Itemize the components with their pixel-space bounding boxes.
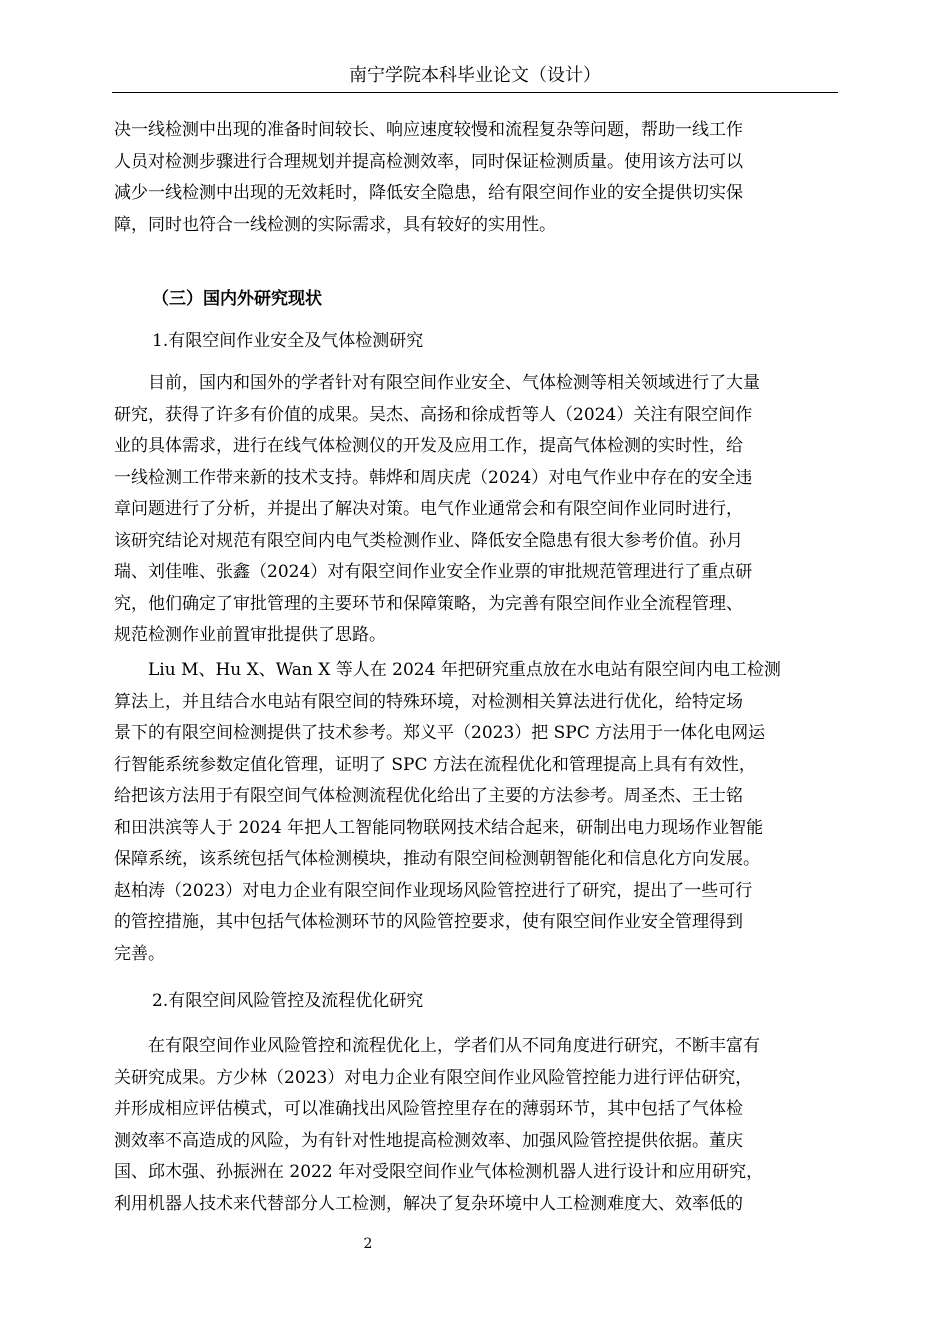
text-line: 给把该方法用于有限空间气体检测流程优化给出了主要的方法参考。周圣杰、王士铭: [114, 786, 743, 806]
text-line: 和田洪滨等人于 2024 年把人工智能同物联网技术结合起来，研制出电力现场作业智能: [114, 817, 764, 838]
text-line: 完善。: [114, 943, 165, 964]
text-line: 国、邱木强、孙振洲在 2022 年对受限空间作业气体检测机器人进行设计和应用研究，: [114, 1162, 764, 1182]
text-line: 赵柏涛（2023）对电力企业有限空间作业现场风险管控进行了研究，提出了一些可行: [114, 880, 753, 901]
text-line: 章问题进行了分析，并提出了解决对策。电气作业通常会和有限空间作业同时进行，: [114, 499, 743, 519]
text-line: 规范检测作业前置审批提供了思路。: [114, 625, 386, 645]
text-line: 算法上，并且结合水电站有限空间的特殊环境，对检测相关算法进行优化，给特定场: [114, 691, 743, 712]
text-line: 景下的有限空间检测提供了技术参考。郑义平（2023）把 SPC 方法用于一体化电网运: [114, 723, 766, 743]
text-line: 的管控措施，其中包括气体检测环节的风险管控要求，使有限空间作业安全管理得到: [114, 912, 743, 932]
text-line: 减少一线检测中出现的无效耗时，降低安全隐患，给有限空间作业的安全提供切实保: [114, 183, 743, 203]
page-header-title: 南宁学院本科毕业论文（设计）: [349, 65, 601, 86]
text-line: 并形成相应评估模式，可以准确找出风险管控里存在的薄弱环节，其中包括了气体检: [114, 1099, 743, 1119]
text-line: 人员对检测步骤进行合理规划并提高检测效率，同时保证检测质量。使用该方法可以: [114, 151, 743, 172]
header-divider: [112, 92, 838, 93]
text-line: 障，同时也符合一线检测的实际需求，具有较好的实用性。: [114, 214, 556, 235]
text-line: 该研究结论对规范有限空间内电气类检测作业、降低安全隐患有很大参考价值。孙月: [114, 530, 743, 551]
text-line: 利用机器人技术来代替部分人工检测，解决了复杂环境中人工检测难度大、效率低的: [114, 1193, 743, 1214]
text-line: 研究，获得了许多有价值的成果。吴杰、高扬和徐成哲等人（2024）关注有限空间作: [114, 404, 753, 425]
text-line: 决一线检测中出现的准备时间较长、响应速度较慢和流程复杂等问题，帮助一线工作: [114, 120, 743, 140]
paragraph-2: [114, 368, 838, 652]
text-line: 一线检测工作带来新的技术支持。韩烨和周庆虎（2024）对电气作业中存在的安全违: [114, 467, 753, 488]
section-heading: （三）国内外研究现状: [152, 289, 322, 309]
text-line: 关研究成果。方少林（2023）对电力企业有限空间作业风险管控能力进行评估研究，: [114, 1067, 753, 1088]
text-line: 保障系统，该系统包括气体检测模块，推动有限空间检测朝智能化和信息化方向发展。: [114, 849, 760, 869]
text-line: 瑞、刘佳唯、张鑫（2024）对有限空间作业安全作业票的审批规范管理进行了重点研: [114, 562, 753, 582]
paragraph-4: [114, 1031, 838, 1220]
text-line: 在有限空间作业风险管控和流程优化上，学者们从不同角度进行研究，不断丰富有: [114, 1036, 760, 1056]
text-line: 业的具体需求，进行在线气体检测仪的开发及应用工作，提高气体检测的实时性，给: [114, 436, 743, 456]
text-line: 测效率不高造成的风险，为有针对性地提高检测效率、加强风险管控提供依据。董庆: [114, 1130, 743, 1151]
paragraph-1: [114, 115, 838, 241]
page-number: 2: [363, 1236, 373, 1252]
subsection-heading-1: 1.有限空间作业安全及气体检测研究: [152, 331, 424, 351]
text-line: 究，他们确定了审批管理的主要环节和保障策略，为完善有限空间作业全流程管理、: [114, 593, 743, 614]
text-line: 行智能系统参数定值化管理，证明了 SPC 方法在流程优化和管理提高上具有有效性，: [114, 754, 756, 775]
text-line: Liu M、Hu X、Wan X 等人在 2024 年把研究重点放在水电站有限空间内电工检测: [114, 660, 781, 680]
paragraph-3: [114, 655, 838, 970]
subsection-heading-2: 2.有限空间风险管控及流程优化研究: [152, 991, 424, 1011]
text-line: 目前，国内和国外的学者针对有限空间作业安全、气体检测等相关领域进行了大量: [114, 373, 760, 393]
